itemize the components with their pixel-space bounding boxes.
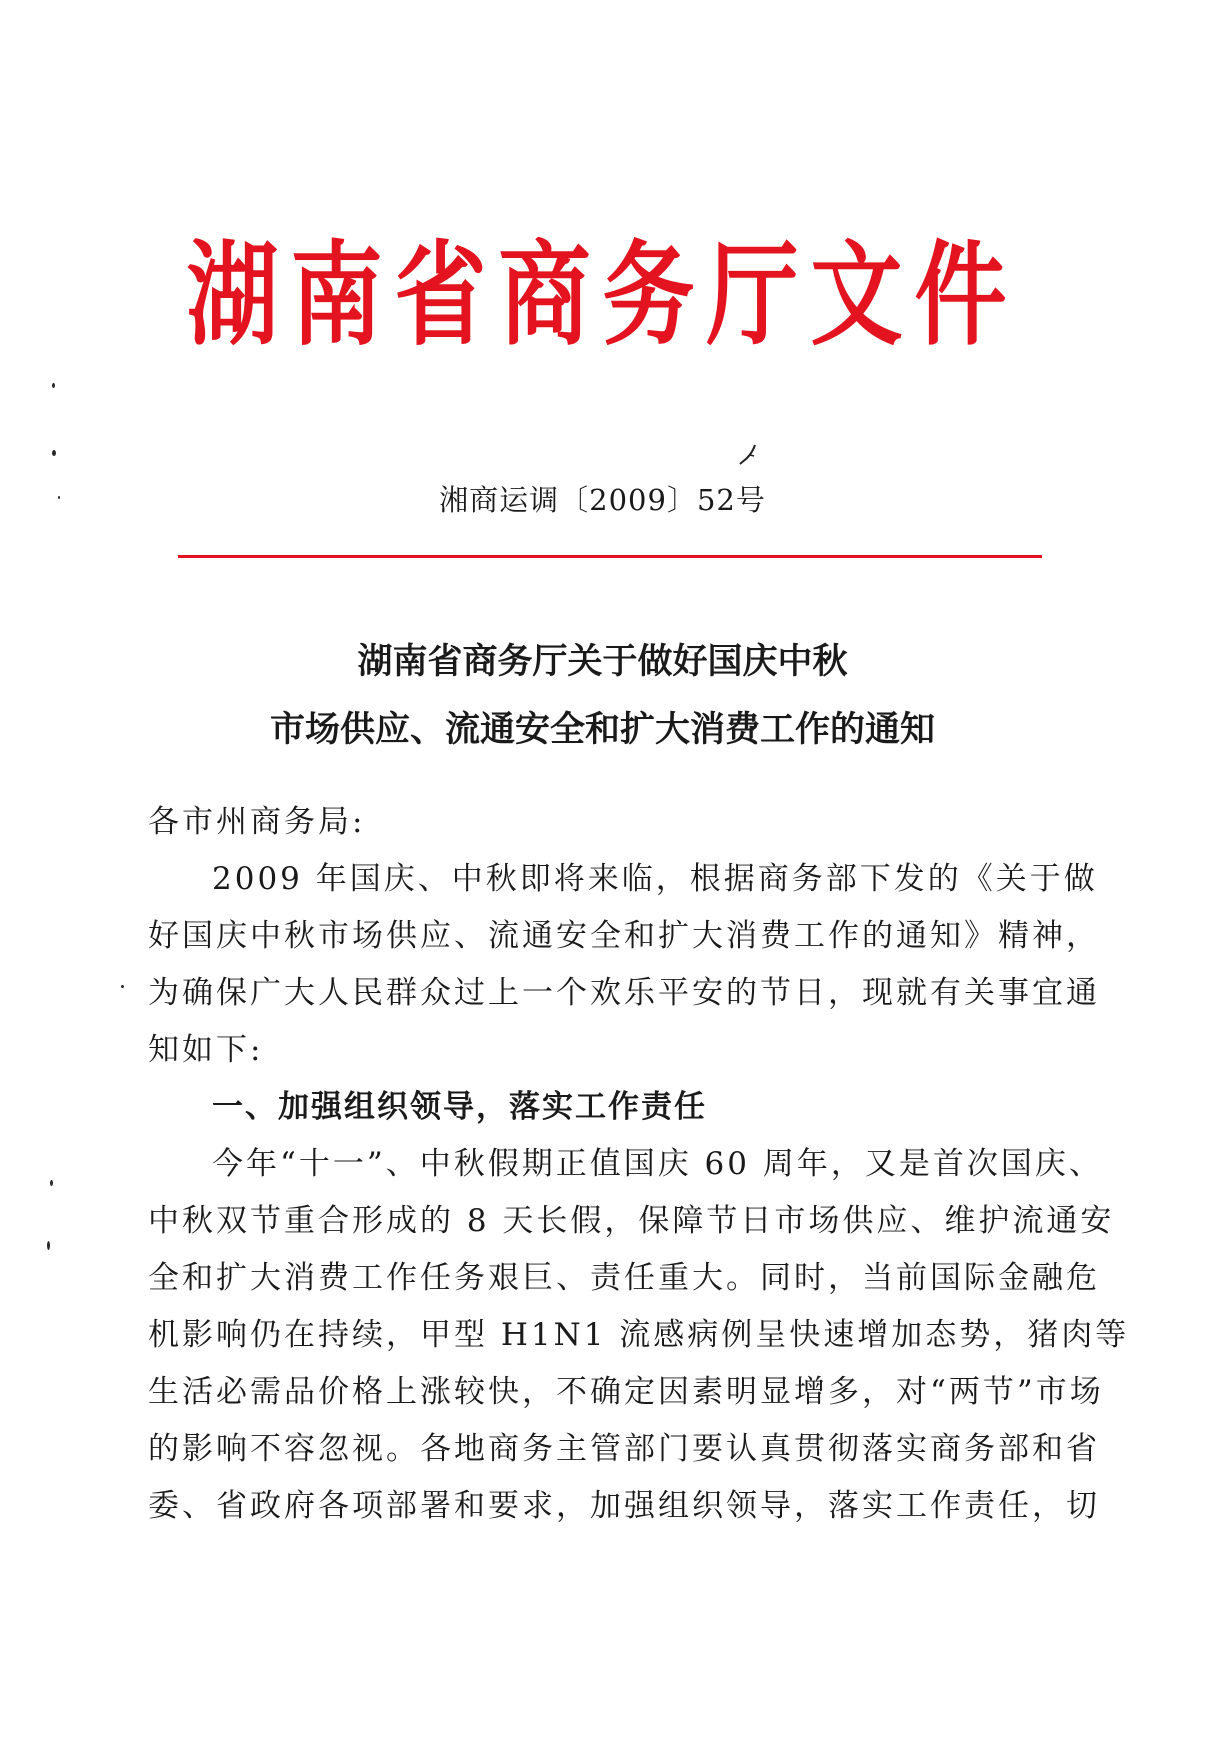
paragraph-line: 的影响不容忽视。各地商务主管部门要认真贯彻落实商务部和省	[148, 1431, 1100, 1467]
paragraph-line: 中秋双节重合形成的 8 天长假，保障节日市场供应、维护流通安	[148, 1203, 1115, 1239]
paragraph-line: 机影响仍在持续，甲型 H1N1 流感病例呈快速增加态势，猪肉等	[148, 1317, 1130, 1353]
paragraph-line: 生活必需品价格上涨较快，不确定因素明显增多，对“两节”市场	[148, 1374, 1104, 1410]
scan-speck	[52, 450, 56, 456]
title-line-2: 市场供应、流通安全和扩大消费工作的通知	[269, 710, 935, 750]
paragraph-line: 今年“十一”、中秋假期正值国庆 60 周年，又是首次国庆、	[212, 1146, 1103, 1182]
title-line-1: 湖南省商务厅关于做好国庆中秋	[357, 642, 848, 682]
paragraph-line: 全和扩大消费工作任务艰巨、责任重大。同时，当前国际金融危	[148, 1260, 1100, 1296]
red-divider	[178, 555, 1042, 558]
paragraph-line: 知如下:	[148, 1032, 264, 1068]
document-body	[148, 794, 1130, 1535]
scan-speck	[52, 383, 55, 388]
paragraph-line: 2009 年国庆、中秋即将来临，根据商务部下发的《关于做	[212, 861, 1098, 897]
paragraph-line: 委、省政府各项部署和要求，加强组织领导，落实工作责任，切	[148, 1488, 1100, 1524]
issuer-masthead: 湖南省商务厅文件	[186, 230, 1019, 361]
handwritten-mark	[738, 443, 758, 467]
document-title	[0, 628, 1205, 764]
scan-speck	[121, 985, 124, 988]
scan-speck	[47, 1241, 50, 1250]
document-number: 湘商运调〔2009〕52号	[439, 483, 766, 517]
paragraph-line: 好国庆中秋市场供应、流通安全和扩大消费工作的通知》精神，	[148, 918, 1100, 954]
scan-speck	[50, 1180, 53, 1186]
addressee: 各市州商务局:	[148, 804, 366, 840]
scan-speck	[58, 496, 60, 499]
section-heading: 一、加强组织领导，落实工作责任	[212, 1089, 707, 1125]
paragraph-line: 为确保广大人民群众过上一个欢乐平安的节日，现就有关事宜通	[148, 975, 1100, 1011]
